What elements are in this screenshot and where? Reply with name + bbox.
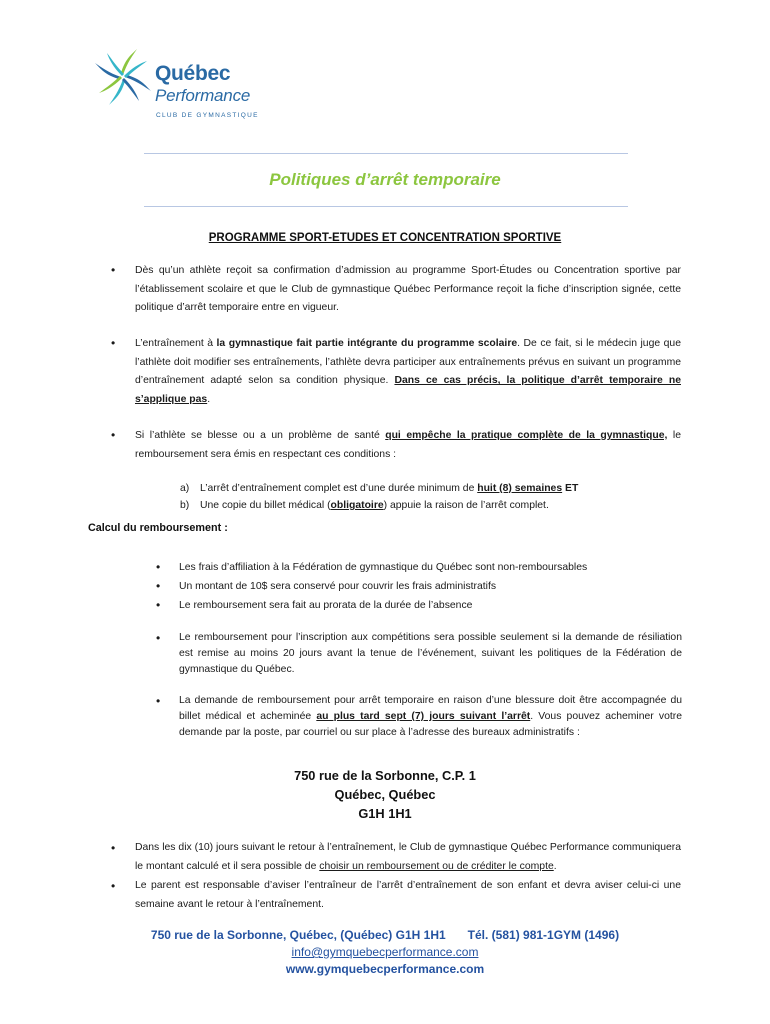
page-footer	[0, 927, 770, 978]
text-run: le remboursement sera émis en respectant ces conditions :	[135, 430, 681, 460]
text-run: Dans les dix (10) jours suivant le retour à l’entraînement, le Club de gymnastique Québec Performance communiquera le montant calculé et il sera possible de	[135, 842, 681, 872]
text-run: . Vous pouvez acheminer votre demande par la poste, par courriel ou sur place à l’adresse des bureaux administratifs :	[179, 711, 682, 738]
page-title: Politiques d’arrêt temporaire	[269, 170, 501, 189]
text-run: ) appuie la raison de l’arrêt complet.	[383, 500, 549, 511]
paragraph-admission: Dès qu’un athlète reçoit sa confirmation d’admission au programme Sport-Études ou Concentration sportive par l’établissement scolaire et que le Club de gymnastique Québec Performance reçoit la fiche d’inscription signée, cette politique d’arrêt temporaire entre en vigueur.	[135, 265, 681, 314]
bullet-marker: •	[111, 336, 116, 350]
address-line2: Québec, Québec	[334, 787, 436, 802]
list-marker: a)	[180, 483, 190, 494]
condition-a	[180, 480, 660, 497]
paragraph-refund-choice	[135, 839, 681, 876]
text-run-bold-underline: Dans ce cas précis, la politique d’arrêt temporaire ne s’applique pas	[135, 375, 681, 405]
club-logo	[92, 46, 262, 124]
footer-phone: Tél. (581) 981-1GYM (1496)	[467, 928, 620, 942]
logo-name-line2: Performance	[155, 86, 251, 105]
text-run: L’entraînement à	[135, 338, 217, 349]
calc-item-request	[179, 693, 682, 741]
text-run-bold: ET	[562, 483, 579, 494]
title-top-divider	[144, 153, 628, 154]
text-run: L’arrêt d’entraînement complet est d’une durée minimum de	[200, 483, 478, 494]
condition-b	[180, 497, 660, 514]
footer-email-link[interactable]: info@gymquebecperformance.com	[291, 945, 479, 959]
paragraph-training-integral	[135, 335, 681, 409]
bullet-marker: •	[156, 579, 161, 593]
footer-website-link[interactable]: www.gymquebecperformance.com	[285, 962, 485, 976]
text-run: .	[553, 860, 557, 872]
bullet-marker: •	[156, 631, 161, 645]
text-run: Si l’athlète se blesse ou a un problème de santé	[135, 430, 386, 441]
calc-item-admin-fee: Un montant de 10$ sera conservé pour couvrir les frais administratifs	[179, 581, 497, 592]
pinwheel-logo-icon	[92, 46, 154, 108]
address-line3: G1H 1H1	[358, 806, 412, 821]
calc-item-affiliation: Les frais d’affiliation à la Fédération de gymnastique du Québec sont non-remboursables	[179, 562, 588, 573]
title-bottom-divider	[144, 206, 628, 207]
bullet-marker: •	[156, 598, 161, 612]
calc-item-prorata: Le remboursement sera fait au prorata de la durée de l’absence	[179, 600, 473, 611]
logo-name-line1: Québec	[155, 62, 231, 85]
mailing-address	[0, 766, 770, 823]
text-run-bold-underline: huit (8) semaines	[477, 483, 563, 494]
text-run-bold-underline: au plus tard sept (7) jours suivant l’arrêt	[316, 711, 531, 722]
calc-item-competitions: Le remboursement pour l’inscription aux compétitions sera possible seulement si la demande de résiliation est remise au moins 20 jours avant la tenue de l’événement, suivant les politiques de la Fédération de gymnastique du Québec.	[179, 632, 682, 675]
footer-contact-line	[0, 927, 770, 944]
text-run-underline: choisir un remboursement ou de créditer le compte	[319, 860, 554, 872]
bullet-marker: •	[111, 841, 116, 855]
footer-address: 750 rue de la Sorbonne, Québec, (Québec) G1H 1H1	[150, 928, 446, 942]
text-run: .	[207, 393, 211, 405]
text-run-bold: la gymnastique fait partie intégrante du programme scolaire	[216, 338, 518, 349]
program-heading: PROGRAMME SPORT-ETUDES ET CONCENTRATION SPORTIVE	[208, 232, 562, 244]
text-run-bold-underline: obligatoire	[330, 500, 384, 511]
bullet-marker: •	[111, 263, 116, 277]
bullet-marker: •	[111, 428, 116, 442]
bullet-marker: •	[156, 694, 161, 708]
bullet-marker: •	[111, 879, 116, 893]
text-run: La demande de remboursement pour arrêt temporaire en raison d’une blessure doit être accompagnée du billet médical et acheminée	[179, 695, 682, 722]
paragraph-parent-responsibility: Le parent est responsable d’aviser l’entraîneur de l’arrêt d’entraînement de son enfant et devra aviser celui-ci une semaine avant le retour à l’entraînement.	[135, 880, 681, 910]
text-run: . De ce fait, si le médecin juge que l’athlète doit modifier ses entraînements, l’athlète devra participer aux entraînements prévus en suivant un programme d’entraînement adapté selon sa condition physique.	[135, 338, 681, 387]
text-run-bold-underline: qui empêche la pratique complète de la gymnastique,	[385, 430, 668, 441]
text-run: Une copie du billet médical (	[200, 500, 331, 511]
address-line1: 750 rue de la Sorbonne, C.P. 1	[294, 768, 476, 783]
calc-heading: Calcul du remboursement :	[88, 522, 228, 534]
list-marker: b)	[180, 500, 190, 511]
paragraph-injury	[135, 427, 681, 464]
logo-tagline: CLUB DE GYMNASTIQUE	[156, 112, 259, 119]
bullet-marker: •	[156, 560, 161, 574]
